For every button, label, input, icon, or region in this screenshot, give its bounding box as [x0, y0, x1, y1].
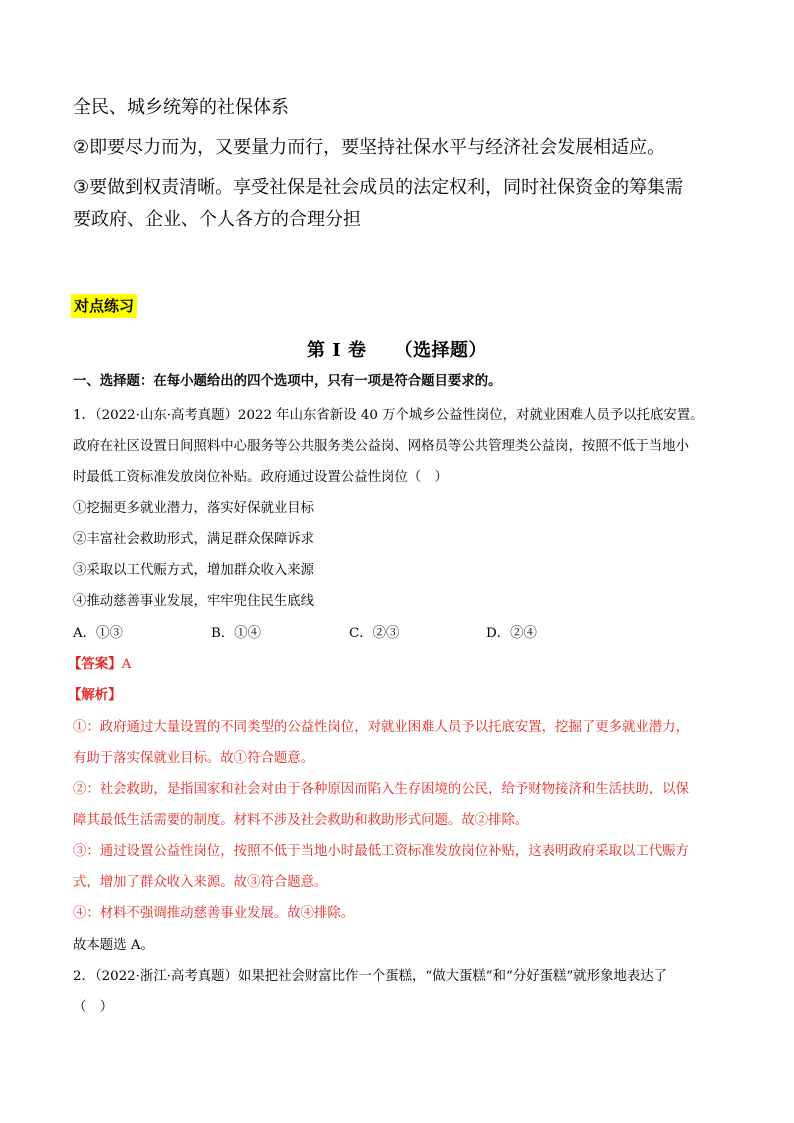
- stem-line: 2．（2022·浙江·高考真题）如果把社会财富比作一个蛋糕，“做大蛋糕”和“分好蛋糕”就形象地表达了: [73, 969, 668, 984]
- question-1-options: [73, 618, 733, 649]
- question-1-statements: [73, 493, 733, 617]
- option-b: B．①④: [211, 626, 262, 641]
- statement: ①挖掘更多就业潜力，落实好保就业目标: [73, 501, 315, 516]
- analysis-line: ④：材料不强调推动慈善事业发展。故④排除。: [73, 906, 355, 921]
- section-tag: 对点练习: [71, 294, 137, 318]
- statement: ③采取以工代赈方式，增加群众收入来源: [73, 563, 315, 578]
- option-c: C．②③: [349, 626, 400, 641]
- intro-line: 全民、城乡统筹的社保体系: [73, 97, 289, 118]
- volume-title: 第 I 卷 （选择题）: [307, 340, 487, 361]
- option-a: A．①③: [73, 626, 123, 641]
- answer-line: [68, 649, 728, 680]
- intro-block: [73, 172, 723, 236]
- question-1-stem: [73, 400, 733, 493]
- stem-line: 政府在社区设置日间照料中心服务等公共服务类公益岗、网格员等公共管理类公益岗，按照不低于当地小: [73, 439, 689, 454]
- analysis-line: 障其最低生活需要的制度。材料不涉及社会救助和救助形式问题。故②排除。: [73, 813, 529, 828]
- analysis-block: [73, 712, 733, 929]
- analysis-line: ②：社会救助，是指国家和社会对由于各种原因而陷入生存困境的公民，给予财物接济和生活扶助，以保: [73, 782, 689, 797]
- option-d: D．②④: [486, 626, 537, 641]
- stem-line: 1．（2022·山东·高考真题）2022 年山东省新设 40 万个城乡公益性岗位，对就业困难人员予以托底安置。: [73, 408, 704, 423]
- intro-block: [73, 92, 723, 124]
- analysis-label: 【解析】: [68, 687, 122, 703]
- stem-line: （ ）: [73, 1000, 114, 1015]
- question-2-stem: [73, 961, 733, 1023]
- intro-line: 要政府、企业、个人各方的合理分担: [73, 209, 361, 230]
- analysis-line: ①：政府通过大量设置的不同类型的公益性岗位，对就业困难人员予以托底安置，挖掘了更多就业潜力，: [73, 720, 689, 735]
- answer-value: A: [121, 657, 132, 672]
- conclusion: 故本题选 A。: [73, 938, 154, 953]
- answer-label: 【答案】: [68, 656, 122, 672]
- analysis-line: ③：通过设置公益性岗位，按照不低于当地小时最低工资标准发放岗位补贴，这表明政府采取以工代赈方: [73, 844, 689, 859]
- instructions: 一、选择题：在每小题给出的四个选项中，只有一项是符合题目要求的。: [73, 373, 502, 389]
- stem-line: 时最低工资标准发放岗位补贴。政府通过设置公益性岗位（ ）: [73, 470, 448, 485]
- analysis-line: 有助于落实保就业目标。故①符合题意。: [73, 751, 315, 766]
- intro-block: [73, 132, 723, 164]
- intro-line: ③要做到权责清晰。享受社保是社会成员的法定权利，同时社保资金的筹集需: [73, 177, 684, 198]
- statement: ②丰富社会救助形式，满足群众保障诉求: [73, 532, 315, 547]
- analysis-line: 式，增加了群众收入来源。故③符合题意。: [73, 875, 328, 890]
- statement: ④推动慈善事业发展，牢牢兜住民生底线: [73, 594, 315, 609]
- intro-line: ②即要尽力而为，又要量力而行，要坚持社保水平与经济社会发展相适应。: [73, 137, 666, 158]
